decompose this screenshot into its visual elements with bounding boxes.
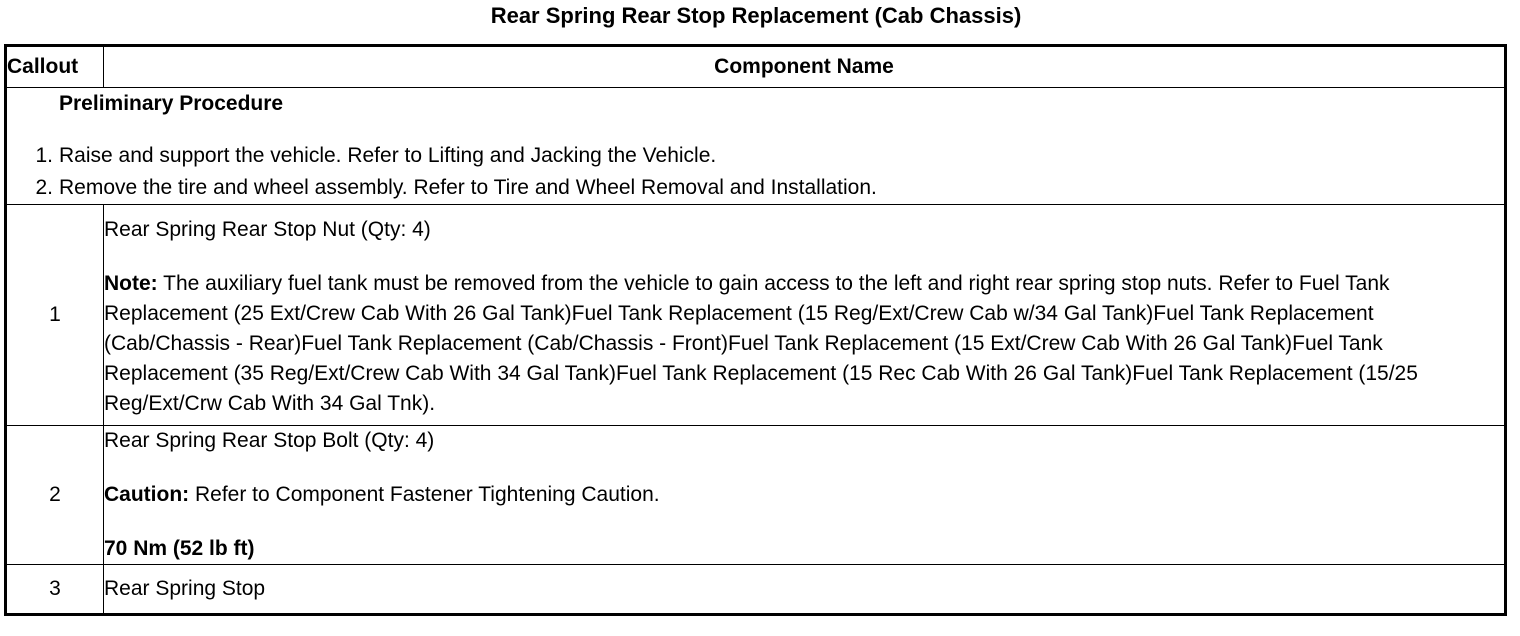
preliminary-procedure (6, 88, 1506, 205)
caution-paragraph (104, 480, 1504, 510)
step-text: Remove the tire and wheel assembly. Refer to Tire and Wheel Removal and Installation. (59, 176, 877, 199)
table-row (6, 205, 1506, 426)
caution-label: Caution: (104, 483, 190, 506)
note-label: Note: (104, 272, 158, 295)
page-title: Rear Spring Rear Stop Replacement (Cab Chassis) (490, 3, 1022, 28)
component-name-header: Component Name (104, 46, 1506, 88)
preliminary-heading: Preliminary Procedure (59, 92, 284, 115)
table-row (6, 565, 1506, 615)
procedure-table (4, 44, 1507, 616)
component-cell (104, 565, 1506, 615)
table-header-row (6, 46, 1506, 88)
step-number: 2. (35, 176, 53, 199)
component-name: Rear Spring Rear Stop Nut (Qty: 4) (104, 218, 431, 241)
step-text: Raise and support the vehicle. Refer to Lifting and Jacking the Vehicle. (59, 144, 717, 167)
component-name: Rear Spring Rear Stop Bolt (Qty: 4) (104, 429, 435, 452)
component-name: Rear Spring Stop (104, 577, 266, 600)
step-number: 1. (35, 144, 53, 167)
note-text: The auxiliary fuel tank must be removed from the vehicle to gain access to the left and right rear spring stop nuts. Refer to Fuel Tank Replacement (25 Ext/Crew Cab With 26 Gal Tank)Fuel Tank Replacement (15 Reg/Ext/Crew Cab w/34 Gal Tank)Fuel Tank Replacement (Cab/Chassis - Rear)Fuel Tank Replacement (Cab/Chassis - Front)Fuel Tank Replacement (15 Ext/Crew Cab With 26 Gal Tank)Fuel Tank Replacement (35 Reg/Ext/Crew Cab With 34 Gal Tank)Fuel Tank Replacement (15 Rec Cab With 26 Gal Tank)Fuel Tank Replacement (15/25 Reg/Ext/Crw Cab With 34 Gal Tnk). (104, 272, 1418, 415)
callout-cell: 2 (6, 426, 104, 565)
callout-cell: 3 (6, 565, 104, 615)
preliminary-step (7, 172, 1504, 204)
torque-spec: 70 Nm (52 lb ft) (104, 537, 255, 560)
table-row (6, 426, 1506, 565)
note-paragraph (104, 269, 1504, 419)
preliminary-row (6, 88, 1506, 205)
callout-cell: 1 (6, 205, 104, 426)
component-cell (104, 426, 1506, 565)
preliminary-step (7, 140, 1504, 172)
callout-header: Callout (6, 46, 104, 88)
caution-text: Refer to Component Fastener Tightening Caution. (189, 483, 660, 506)
component-cell (104, 205, 1506, 426)
